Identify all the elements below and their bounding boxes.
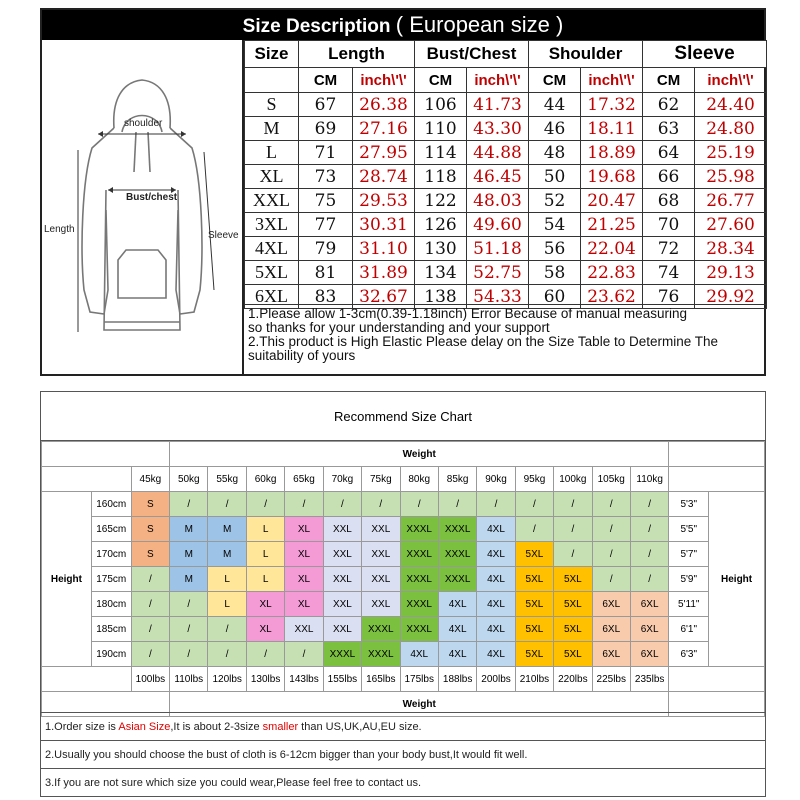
cm-value: 63 [643,117,695,141]
height-cm: 170cm [91,542,131,567]
size-cell: XXXL [400,517,438,542]
size-cell: XXL [362,517,400,542]
header-shoulder: Shoulder [529,41,643,68]
note1-part: ,It is about 2-3size [170,721,263,733]
size-cell: / [477,492,515,517]
size-cell: / [630,517,668,542]
cm-value: 138 [415,285,467,309]
blank-corner [42,467,132,492]
size-cell: / [131,567,169,592]
size-cell: XXL [323,592,361,617]
inch-value: 52.75 [467,261,529,285]
inch-value: 22.83 [581,261,643,285]
size-label: M [245,117,299,141]
size-label: S [245,93,299,117]
size-header-row [245,41,767,68]
lbs-header: 143lbs [285,667,323,692]
kg-header: 65kg [285,467,323,492]
inch-value: 46.45 [467,165,529,189]
size-cell: / [592,517,630,542]
inch-value: 30.31 [353,213,415,237]
cm-value: 73 [299,165,353,189]
size-cell: L [246,542,284,567]
weight-label-bottom: Weight [170,692,669,717]
size-cell: XL [285,542,323,567]
size-cell: / [131,642,169,667]
size-cell: / [208,492,246,517]
note-line: 2.This product is High Elastic Please delay on the Size Table to Determine The [248,334,719,349]
height-cm: 160cm [91,492,131,517]
size-row [245,141,767,165]
size-cell: / [554,492,592,517]
weight-header-row [42,442,765,467]
inch-value: 25.19 [695,141,767,165]
diagram-label-shoulder: shoulder [124,118,163,129]
size-cell: L [246,567,284,592]
size-label: 3XL [245,213,299,237]
size-row [245,213,767,237]
cm-value: 122 [415,189,467,213]
inch-value: 22.04 [581,237,643,261]
size-cell: XXXL [438,567,476,592]
size-cell: / [246,642,284,667]
title-european-size: ( European size ) [395,12,564,37]
size-cell: / [131,592,169,617]
cm-value: 48 [529,141,581,165]
size-label: 5XL [245,261,299,285]
cm-value: 56 [529,237,581,261]
height-row [42,642,765,667]
size-cell: XXXL [438,542,476,567]
cm-value: 67 [299,93,353,117]
diagram-label-bust: Bust/chest [126,192,178,203]
kg-header: 50kg [170,467,208,492]
size-cell: 4XL [438,642,476,667]
note-line: so thanks for your understanding and your support [248,320,550,335]
inch-value: 44.88 [467,141,529,165]
inch-value: 27.60 [695,213,767,237]
size-cell: 6XL [630,642,668,667]
kg-header: 75kg [362,467,400,492]
size-row [245,93,767,117]
size-cell: 4XL [477,567,515,592]
size-cell: XL [246,617,284,642]
diagram-label-sleeve: Sleeve [208,230,239,241]
height-row [42,492,765,517]
size-cell: / [208,642,246,667]
note-line: 1.Please allow 1-3cm(0.39-1.18inch) Error Because of manual measuring [248,306,687,321]
lbs-header: 110lbs [170,667,208,692]
note1-smaller: smaller [262,721,299,733]
size-cell: / [208,617,246,642]
unit-cm: CM [415,68,467,93]
height-cm: 180cm [91,592,131,617]
kg-header: 95kg [515,467,553,492]
size-cell: / [438,492,476,517]
size-cell: 4XL [400,642,438,667]
size-cell: / [630,492,668,517]
size-grid [244,40,767,309]
cm-value: 66 [643,165,695,189]
inch-value: 24.80 [695,117,767,141]
lbs-header: 200lbs [477,667,515,692]
size-cell: 4XL [438,617,476,642]
height-label-left: Height [42,492,92,667]
cm-value: 69 [299,117,353,141]
unit-cm: CM [299,68,353,93]
height-row [42,567,765,592]
cm-value: 106 [415,93,467,117]
height-ft: 6'1" [669,617,709,642]
header-length: Length [299,41,415,68]
cm-value: 71 [299,141,353,165]
lbs-header: 225lbs [592,667,630,692]
height-ft: 5'7" [669,542,709,567]
size-row [245,165,767,189]
unit-cm: CM [643,68,695,93]
size-cell: M [170,567,208,592]
size-cell: 6XL [592,617,630,642]
size-cell: / [323,492,361,517]
size-label: L [245,141,299,165]
lbs-header: 235lbs [630,667,668,692]
size-cell: S [131,492,169,517]
cm-value: 64 [643,141,695,165]
size-cell: XXXL [362,642,400,667]
size-description-table [40,8,766,376]
diagram-label-length: Length [44,224,75,235]
note1-asian-size: Asian Size [118,721,171,733]
size-cell: / [246,492,284,517]
size-cell: / [630,567,668,592]
kg-header: 100kg [554,467,592,492]
kg-header: 110kg [630,467,668,492]
height-ft: 6'3" [669,642,709,667]
unit-inch: inch\'\' [353,68,415,93]
size-cell: / [285,492,323,517]
recommend-grid [41,441,765,717]
kg-header: 60kg [246,467,284,492]
size-cell: 6XL [630,617,668,642]
title-main: Size Description [242,16,391,37]
size-row [245,261,767,285]
height-ft: 5'11" [669,592,709,617]
size-cell: 5XL [515,592,553,617]
size-cell: XXL [362,567,400,592]
size-cell: M [208,517,246,542]
size-row [245,237,767,261]
size-cell: 5XL [554,642,592,667]
size-cell: XXL [285,617,323,642]
size-cell: XXL [323,517,361,542]
lbs-header: 100lbs [131,667,169,692]
size-cell: XXL [362,542,400,567]
lbs-header: 175lbs [400,667,438,692]
size-cell: / [170,617,208,642]
size-cell: XXXL [400,542,438,567]
weight-label: Weight [170,442,669,467]
height-ft: 5'5" [669,517,709,542]
size-cell: XXXL [362,617,400,642]
kg-header: 70kg [323,467,361,492]
kg-row [42,467,765,492]
inch-value: 27.95 [353,141,415,165]
size-cell: / [285,642,323,667]
size-row [245,189,767,213]
lbs-header: 120lbs [208,667,246,692]
size-cell: / [554,542,592,567]
size-cell: / [515,517,553,542]
size-cell: / [592,567,630,592]
size-notes [244,304,766,374]
size-cell: L [208,567,246,592]
inch-value: 27.16 [353,117,415,141]
cm-value: 77 [299,213,353,237]
size-cell: / [170,642,208,667]
height-ft: 5'9" [669,567,709,592]
kg-header: 45kg [131,467,169,492]
recommend-note-3: 3.If you are not sure which size you could wear,Please feel free to contact us. [41,768,765,796]
size-cell: XL [285,567,323,592]
inch-value: 25.98 [695,165,767,189]
note1-part: than US,UK,AU,EU size. [298,721,422,733]
size-cell: 5XL [515,567,553,592]
note1-part: 1.Order size is [45,721,119,733]
cm-value: 72 [643,237,695,261]
inch-value: 54.33 [467,285,529,309]
unit-inch: inch\'\' [695,68,767,93]
size-cell: / [170,592,208,617]
inch-value: 48.03 [467,189,529,213]
height-cm: 190cm [91,642,131,667]
size-cell: XXL [362,592,400,617]
recommend-title: Recommend Size Chart [41,392,765,441]
size-label: XL [245,165,299,189]
size-cell: 4XL [477,517,515,542]
cm-value: 58 [529,261,581,285]
kg-header: 80kg [400,467,438,492]
size-cell: 5XL [554,567,592,592]
inch-value: 18.11 [581,117,643,141]
cm-value: 110 [415,117,467,141]
recommend-size-chart [40,391,766,797]
size-cell: 5XL [515,642,553,667]
size-cell: 4XL [477,642,515,667]
size-cell: / [400,492,438,517]
inch-value: 49.60 [467,213,529,237]
cm-value: 52 [529,189,581,213]
cm-value: 118 [415,165,467,189]
size-cell: XL [285,517,323,542]
unit-inch: inch\'\' [581,68,643,93]
inch-value: 51.18 [467,237,529,261]
cm-value: 50 [529,165,581,189]
size-cell: / [554,517,592,542]
inch-value: 43.30 [467,117,529,141]
size-cell: 5XL [554,592,592,617]
size-label: 4XL [245,237,299,261]
cm-value: 44 [529,93,581,117]
size-cell: / [592,542,630,567]
size-cell: / [515,492,553,517]
cm-value: 81 [299,261,353,285]
size-label: 6XL [245,285,299,309]
kg-header: 90kg [477,467,515,492]
inch-value: 17.32 [581,93,643,117]
inch-value: 23.62 [581,285,643,309]
cm-value: 46 [529,117,581,141]
size-cell: / [592,492,630,517]
size-cell: 6XL [630,592,668,617]
hoodie-icon [42,40,242,374]
size-cell: XXXL [400,567,438,592]
size-cell: / [131,617,169,642]
blank-corner [669,467,765,492]
cm-value: 54 [529,213,581,237]
lbs-header: 165lbs [362,667,400,692]
size-cell: XXXL [400,617,438,642]
cm-value: 79 [299,237,353,261]
cm-value: 126 [415,213,467,237]
height-row [42,542,765,567]
size-cell: 4XL [477,617,515,642]
blank-corner [669,442,765,467]
cm-value: 68 [643,189,695,213]
height-row [42,517,765,542]
inch-value: 28.74 [353,165,415,189]
size-cell: 4XL [438,592,476,617]
unit-cm: CM [529,68,581,93]
kg-header: 55kg [208,467,246,492]
size-cell: S [131,517,169,542]
inch-value: 29.13 [695,261,767,285]
header-bust: Bust/Chest [415,41,529,68]
hoodie-diagram [42,40,244,374]
height-cm: 175cm [91,567,131,592]
size-cell: M [170,542,208,567]
size-cell: XXXL [323,642,361,667]
kg-header: 85kg [438,467,476,492]
size-cell: / [362,492,400,517]
blank-corner [42,442,170,467]
cm-value: 62 [643,93,695,117]
blank-corner [669,667,765,692]
height-ft: 5'3" [669,492,709,517]
size-cell: 5XL [554,617,592,642]
inch-value: 31.10 [353,237,415,261]
inch-value: 26.38 [353,93,415,117]
unit-blank [245,68,299,93]
size-cell: XXL [323,542,361,567]
cm-value: 76 [643,285,695,309]
note-line: suitability of yours [248,348,356,363]
size-cell: / [630,542,668,567]
inch-value: 26.77 [695,189,767,213]
inch-value: 18.89 [581,141,643,165]
lbs-header: 130lbs [246,667,284,692]
inch-value: 29.92 [695,285,767,309]
size-cell: 5XL [515,542,553,567]
lbs-header: 210lbs [515,667,553,692]
lbs-header: 220lbs [554,667,592,692]
header-size: Size [245,41,299,68]
height-cm: 165cm [91,517,131,542]
size-cell: 6XL [592,642,630,667]
size-cell: 6XL [592,592,630,617]
inch-value: 32.67 [353,285,415,309]
size-cell: XXL [323,567,361,592]
cm-value: 74 [643,261,695,285]
cm-value: 60 [529,285,581,309]
cm-value: 134 [415,261,467,285]
inch-value: 21.25 [581,213,643,237]
lbs-row [42,667,765,692]
inch-value: 41.73 [467,93,529,117]
size-cell: 4XL [477,542,515,567]
inch-value: 31.89 [353,261,415,285]
height-row [42,617,765,642]
inch-value: 19.68 [581,165,643,189]
size-cell: L [246,517,284,542]
unit-header-row [245,68,767,93]
lbs-header: 155lbs [323,667,361,692]
lbs-header: 188lbs [438,667,476,692]
size-label: XXL [245,189,299,213]
size-cell: M [170,517,208,542]
height-row [42,592,765,617]
size-cell: XL [285,592,323,617]
cm-value: 130 [415,237,467,261]
size-cell: M [208,542,246,567]
height-cm: 185cm [91,617,131,642]
size-cell: XL [246,592,284,617]
cm-value: 114 [415,141,467,165]
size-row [245,117,767,141]
size-description-title [42,10,764,40]
recommend-note-2: 2.Usually you should choose the bust of cloth is 6-12cm bigger than your body bust,It would fit well. [41,740,765,768]
inch-value: 24.40 [695,93,767,117]
inch-value: 20.47 [581,189,643,213]
size-cell: XXXL [438,517,476,542]
cm-value: 83 [299,285,353,309]
header-sleeve: Sleeve [643,41,767,68]
inch-value: 29.53 [353,189,415,213]
recommend-note-1 [41,712,765,740]
size-cell: 5XL [515,617,553,642]
height-label-right: Height [709,492,765,667]
inch-value: 28.34 [695,237,767,261]
size-cell: L [208,592,246,617]
cm-value: 70 [643,213,695,237]
size-cell: S [131,542,169,567]
unit-inch: inch\'\' [467,68,529,93]
size-cell: 4XL [477,592,515,617]
recommend-notes [41,712,765,796]
cm-value: 75 [299,189,353,213]
size-cell: XXL [323,617,361,642]
blank-corner [42,667,132,692]
kg-header: 105kg [592,467,630,492]
size-cell: / [170,492,208,517]
size-cell: XXXL [400,592,438,617]
